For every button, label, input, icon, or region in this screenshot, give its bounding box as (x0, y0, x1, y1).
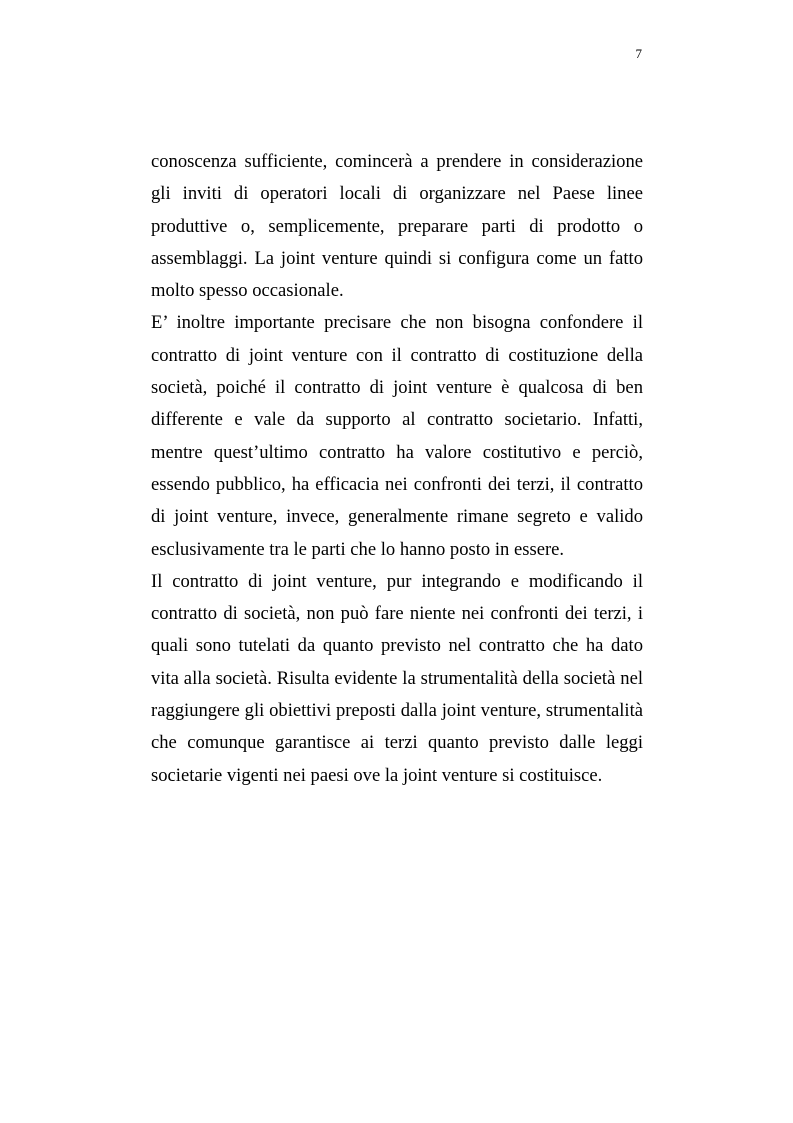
paragraph-2: E’ inoltre importante precisare che non bisogna confondere il contratto di joint venture con il contratto di costituzione della società, poiché il contratto di joint venture è qualcosa di ben differente e vale da supporto al contratto societario. Infatti, mentre quest’ultimo contratto ha valore costitutivo e perciò, essendo pubblico, ha efficacia nei confronti dei terzi, il contratto di joint venture, invece, generalmente rimane segreto e valido esclusivamente tra le parti che lo hanno posto in essere. (151, 312, 643, 560)
paragraph-1: conoscenza sufficiente, comincerà a prendere in considerazione gli inviti di operatori locali di organizzare nel Paese linee produttive o, semplicemente, preparare parti di prodotto o assemblaggi. La joint venture quindi si configura come un fatto molto spesso occasionale. (151, 151, 643, 302)
page-number: 7 (635, 46, 642, 61)
paragraph-3: Il contratto di joint venture, pur integrando e modificando il contratto di società, non può fare niente nei confronti dei terzi, i quali sono tutelati da quanto previsto nel contratto che ha dato vita alla società. Risulta evidente la strumentalità della società nel raggiungere gli obiettivi preposti dalla joint venture, strumentalità che comunque garantisce ai terzi quanto previsto dalle leggi societarie vigenti nei paesi ove la joint venture si costituisce. (151, 570, 643, 786)
body-text (151, 146, 643, 792)
